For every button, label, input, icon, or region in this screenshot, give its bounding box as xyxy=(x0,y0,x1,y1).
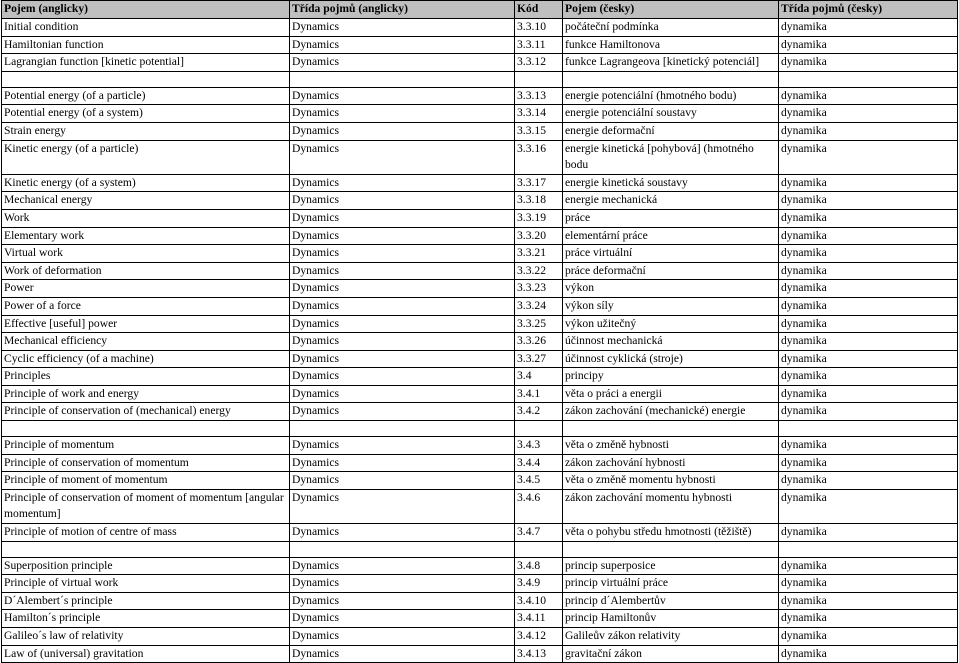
cell-term-cs: principy xyxy=(563,368,779,386)
cell-class-cs: dynamika xyxy=(779,227,958,245)
cell-code xyxy=(515,541,563,557)
cell-class-en: Dynamics xyxy=(290,297,515,315)
cell-class-cs: dynamika xyxy=(779,368,958,386)
table-row xyxy=(2,174,958,192)
cell-term-en xyxy=(2,421,290,437)
table-row xyxy=(2,557,958,575)
cell-class-en: Dynamics xyxy=(290,403,515,421)
cell-class-cs xyxy=(779,421,958,437)
cell-code: 3.3.26 xyxy=(515,333,563,351)
cell-code: 3.4.2 xyxy=(515,403,563,421)
header-row xyxy=(2,1,958,19)
cell-class-en: Dynamics xyxy=(290,628,515,646)
cell-term-cs: princip d´Alembertův xyxy=(563,592,779,610)
cell-term-cs: Galileův zákon relativity xyxy=(563,628,779,646)
cell-code: 3.4.8 xyxy=(515,557,563,575)
cell-term-en: Principle of motion of centre of mass xyxy=(2,524,290,542)
table-row xyxy=(2,227,958,245)
cell-code: 3.4.12 xyxy=(515,628,563,646)
cell-class-cs: dynamika xyxy=(779,192,958,210)
cell-code: 3.4.6 xyxy=(515,489,563,523)
table-body xyxy=(2,19,958,663)
cell-term-en: Cyclic efficiency (of a machine) xyxy=(2,350,290,368)
cell-code: 3.3.18 xyxy=(515,192,563,210)
cell-class-en: Dynamics xyxy=(290,19,515,37)
cell-class-cs: dynamika xyxy=(779,472,958,490)
header-class-cs: Třída pojmů (česky) xyxy=(779,1,958,19)
cell-term-cs: energie kinetická [pohybová] (hmotného bodu xyxy=(563,140,779,174)
cell-term-en: Potential energy (of a particle) xyxy=(2,87,290,105)
table-row xyxy=(2,122,958,140)
cell-code: 3.4.4 xyxy=(515,454,563,472)
cell-term-en: Power of a force xyxy=(2,297,290,315)
cell-term-en: Principle of virtual work xyxy=(2,575,290,593)
table-row xyxy=(2,350,958,368)
cell-code: 3.4.10 xyxy=(515,592,563,610)
cell-term-en: Mechanical energy xyxy=(2,192,290,210)
cell-term-cs: účinnost mechanická xyxy=(563,333,779,351)
cell-term-cs: práce virtuální xyxy=(563,245,779,263)
table-row xyxy=(2,140,958,174)
table-row xyxy=(2,262,958,280)
cell-class-cs: dynamika xyxy=(779,87,958,105)
cell-term-en: Kinetic energy (of a system) xyxy=(2,174,290,192)
cell-term-cs: energie deformační xyxy=(563,122,779,140)
cell-class-en: Dynamics xyxy=(290,87,515,105)
cell-term-cs: věta o změně hybnosti xyxy=(563,437,779,455)
cell-term-en: Effective [useful] power xyxy=(2,315,290,333)
table-row xyxy=(2,524,958,542)
table-row xyxy=(2,297,958,315)
cell-code: 3.4 xyxy=(515,368,563,386)
cell-class-en: Dynamics xyxy=(290,645,515,663)
cell-code xyxy=(515,421,563,437)
table-row xyxy=(2,333,958,351)
cell-class-cs xyxy=(779,541,958,557)
cell-term-en xyxy=(2,71,290,87)
cell-code: 3.4.1 xyxy=(515,385,563,403)
cell-term-cs: funkce Hamiltonova xyxy=(563,36,779,54)
cell-class-cs: dynamika xyxy=(779,403,958,421)
cell-term-en: Principle of conservation of momentum xyxy=(2,454,290,472)
cell-class-en: Dynamics xyxy=(290,36,515,54)
cell-term-en: Mechanical efficiency xyxy=(2,333,290,351)
cell-code: 3.3.11 xyxy=(515,36,563,54)
cell-class-en: Dynamics xyxy=(290,315,515,333)
cell-code: 3.3.15 xyxy=(515,122,563,140)
cell-term-cs: gravitační zákon xyxy=(563,645,779,663)
cell-term-en: Elementary work xyxy=(2,227,290,245)
cell-code: 3.4.11 xyxy=(515,610,563,628)
cell-term-cs: elementární práce xyxy=(563,227,779,245)
table-row xyxy=(2,628,958,646)
cell-class-en: Dynamics xyxy=(290,209,515,227)
cell-class-en xyxy=(290,71,515,87)
cell-code: 3.3.22 xyxy=(515,262,563,280)
cell-class-cs: dynamika xyxy=(779,297,958,315)
cell-class-en: Dynamics xyxy=(290,262,515,280)
table-row xyxy=(2,437,958,455)
cell-term-en: Virtual work xyxy=(2,245,290,263)
cell-class-en: Dynamics xyxy=(290,105,515,123)
cell-term-cs: princip superposice xyxy=(563,557,779,575)
cell-term-cs: účinnost cyklická (stroje) xyxy=(563,350,779,368)
cell-class-en: Dynamics xyxy=(290,140,515,174)
cell-class-en: Dynamics xyxy=(290,245,515,263)
table-row xyxy=(2,403,958,421)
header-term-cs: Pojem (česky) xyxy=(563,1,779,19)
cell-term-en: Potential energy (of a system) xyxy=(2,105,290,123)
cell-class-en: Dynamics xyxy=(290,472,515,490)
cell-class-en: Dynamics xyxy=(290,524,515,542)
cell-class-cs: dynamika xyxy=(779,19,958,37)
cell-class-en: Dynamics xyxy=(290,592,515,610)
cell-code: 3.4.3 xyxy=(515,437,563,455)
cell-term-cs: energie mechanická xyxy=(563,192,779,210)
cell-class-en: Dynamics xyxy=(290,575,515,593)
cell-class-cs: dynamika xyxy=(779,524,958,542)
cell-code: 3.3.19 xyxy=(515,209,563,227)
table-row xyxy=(2,280,958,298)
cell-class-cs: dynamika xyxy=(779,385,958,403)
cell-code: 3.3.16 xyxy=(515,140,563,174)
cell-class-cs: dynamika xyxy=(779,280,958,298)
cell-term-cs: energie potenciální soustavy xyxy=(563,105,779,123)
cell-class-cs: dynamika xyxy=(779,645,958,663)
cell-term-cs: výkon užitečný xyxy=(563,315,779,333)
table-row xyxy=(2,454,958,472)
table-row xyxy=(2,19,958,37)
table-row xyxy=(2,245,958,263)
cell-term-en: Principle of momentum xyxy=(2,437,290,455)
cell-term-en: Power xyxy=(2,280,290,298)
cell-term-cs: zákon zachování hybnosti xyxy=(563,454,779,472)
table-row xyxy=(2,36,958,54)
cell-code: 3.4.13 xyxy=(515,645,563,663)
header-term-en: Pojem (anglicky) xyxy=(2,1,290,19)
cell-class-cs xyxy=(779,71,958,87)
cell-class-en: Dynamics xyxy=(290,174,515,192)
cell-term-en: Principles xyxy=(2,368,290,386)
cell-term-en: Law of (universal) gravitation xyxy=(2,645,290,663)
cell-class-cs: dynamika xyxy=(779,140,958,174)
cell-class-cs: dynamika xyxy=(779,122,958,140)
cell-code: 3.4.7 xyxy=(515,524,563,542)
cell-term-en: Principle of work and energy xyxy=(2,385,290,403)
cell-term-en: Principle of conservation of (mechanical) energy xyxy=(2,403,290,421)
cell-term-en: Kinetic energy (of a particle) xyxy=(2,140,290,174)
table-row xyxy=(2,87,958,105)
cell-class-en: Dynamics xyxy=(290,489,515,523)
table-row xyxy=(2,592,958,610)
table-row xyxy=(2,315,958,333)
cell-term-en: Principle of conservation of moment of momentum [angular momentum] xyxy=(2,489,290,523)
cell-term-cs: práce xyxy=(563,209,779,227)
header-code: Kód xyxy=(515,1,563,19)
cell-term-cs xyxy=(563,421,779,437)
cell-term-cs: zákon zachování momentu hybnosti xyxy=(563,489,779,523)
cell-class-cs: dynamika xyxy=(779,454,958,472)
cell-code: 3.4.9 xyxy=(515,575,563,593)
table-row xyxy=(2,192,958,210)
cell-class-en: Dynamics xyxy=(290,192,515,210)
cell-class-cs: dynamika xyxy=(779,174,958,192)
cell-code: 3.4.5 xyxy=(515,472,563,490)
cell-term-en: Superposition principle xyxy=(2,557,290,575)
cell-term-cs: věta o práci a energii xyxy=(563,385,779,403)
cell-term-cs: práce deformační xyxy=(563,262,779,280)
cell-code: 3.3.14 xyxy=(515,105,563,123)
cell-code: 3.3.20 xyxy=(515,227,563,245)
cell-class-en: Dynamics xyxy=(290,454,515,472)
cell-class-en: Dynamics xyxy=(290,368,515,386)
cell-class-en: Dynamics xyxy=(290,54,515,72)
table-header xyxy=(2,1,958,19)
table-row xyxy=(2,575,958,593)
table-row xyxy=(2,472,958,490)
cell-class-cs: dynamika xyxy=(779,36,958,54)
cell-term-cs: výkon xyxy=(563,280,779,298)
cell-term-cs: funkce Lagrangeova [kinetický potenciál] xyxy=(563,54,779,72)
cell-code: 3.3.21 xyxy=(515,245,563,263)
cell-term-en: Hamiltonian function xyxy=(2,36,290,54)
cell-term-cs: energie kinetická soustavy xyxy=(563,174,779,192)
cell-class-en xyxy=(290,421,515,437)
table-row xyxy=(2,385,958,403)
cell-class-cs: dynamika xyxy=(779,610,958,628)
table-row xyxy=(2,209,958,227)
cell-code: 3.3.17 xyxy=(515,174,563,192)
cell-class-en: Dynamics xyxy=(290,385,515,403)
cell-code: 3.3.10 xyxy=(515,19,563,37)
cell-code: 3.3.24 xyxy=(515,297,563,315)
cell-class-cs: dynamika xyxy=(779,262,958,280)
cell-term-cs: energie potenciální (hmotného bodu) xyxy=(563,87,779,105)
terms-table xyxy=(1,0,958,663)
table-row xyxy=(2,541,958,557)
cell-term-cs: výkon síly xyxy=(563,297,779,315)
cell-term-en xyxy=(2,541,290,557)
cell-class-cs: dynamika xyxy=(779,575,958,593)
table-row xyxy=(2,421,958,437)
header-class-en: Třída pojmů (anglicky) xyxy=(290,1,515,19)
cell-class-en: Dynamics xyxy=(290,557,515,575)
cell-class-en: Dynamics xyxy=(290,333,515,351)
table-row xyxy=(2,645,958,663)
cell-term-en: Lagrangian function [kinetic potential] xyxy=(2,54,290,72)
cell-term-en: Work xyxy=(2,209,290,227)
cell-term-en: Initial condition xyxy=(2,19,290,37)
cell-class-cs: dynamika xyxy=(779,437,958,455)
cell-code: 3.3.12 xyxy=(515,54,563,72)
cell-class-cs: dynamika xyxy=(779,350,958,368)
cell-class-cs: dynamika xyxy=(779,209,958,227)
table-row xyxy=(2,610,958,628)
cell-term-en: Strain energy xyxy=(2,122,290,140)
cell-class-en: Dynamics xyxy=(290,610,515,628)
table-row xyxy=(2,54,958,72)
cell-class-cs: dynamika xyxy=(779,333,958,351)
cell-class-cs: dynamika xyxy=(779,54,958,72)
table-row xyxy=(2,71,958,87)
cell-code: 3.3.27 xyxy=(515,350,563,368)
cell-class-cs: dynamika xyxy=(779,628,958,646)
cell-term-en: Principle of moment of momentum xyxy=(2,472,290,490)
table-row xyxy=(2,105,958,123)
cell-class-en xyxy=(290,541,515,557)
cell-code: 3.3.13 xyxy=(515,87,563,105)
cell-class-cs: dynamika xyxy=(779,105,958,123)
cell-term-cs: zákon zachování (mechanické) energie xyxy=(563,403,779,421)
cell-term-cs: princip Hamiltonův xyxy=(563,610,779,628)
cell-term-en: Hamilton´s principle xyxy=(2,610,290,628)
cell-class-cs: dynamika xyxy=(779,557,958,575)
cell-class-cs: dynamika xyxy=(779,245,958,263)
cell-class-en: Dynamics xyxy=(290,280,515,298)
cell-class-en: Dynamics xyxy=(290,227,515,245)
cell-term-cs xyxy=(563,541,779,557)
table-row xyxy=(2,368,958,386)
cell-code: 3.3.25 xyxy=(515,315,563,333)
cell-term-en: Galileo´s law of relativity xyxy=(2,628,290,646)
table-row xyxy=(2,489,958,523)
cell-class-en: Dynamics xyxy=(290,122,515,140)
cell-class-en: Dynamics xyxy=(290,437,515,455)
cell-class-en: Dynamics xyxy=(290,350,515,368)
cell-term-cs xyxy=(563,71,779,87)
cell-term-en: Work of deformation xyxy=(2,262,290,280)
cell-code xyxy=(515,71,563,87)
cell-term-cs: věta o změně momentu hybnosti xyxy=(563,472,779,490)
cell-code: 3.3.23 xyxy=(515,280,563,298)
cell-term-en: D´Alembert´s principle xyxy=(2,592,290,610)
cell-term-cs: počáteční podmínka xyxy=(563,19,779,37)
cell-class-cs: dynamika xyxy=(779,315,958,333)
cell-term-cs: věta o pohybu středu hmotnosti (těžiště) xyxy=(563,524,779,542)
cell-class-cs: dynamika xyxy=(779,489,958,523)
cell-class-cs: dynamika xyxy=(779,592,958,610)
cell-term-cs: princip virtuální práce xyxy=(563,575,779,593)
